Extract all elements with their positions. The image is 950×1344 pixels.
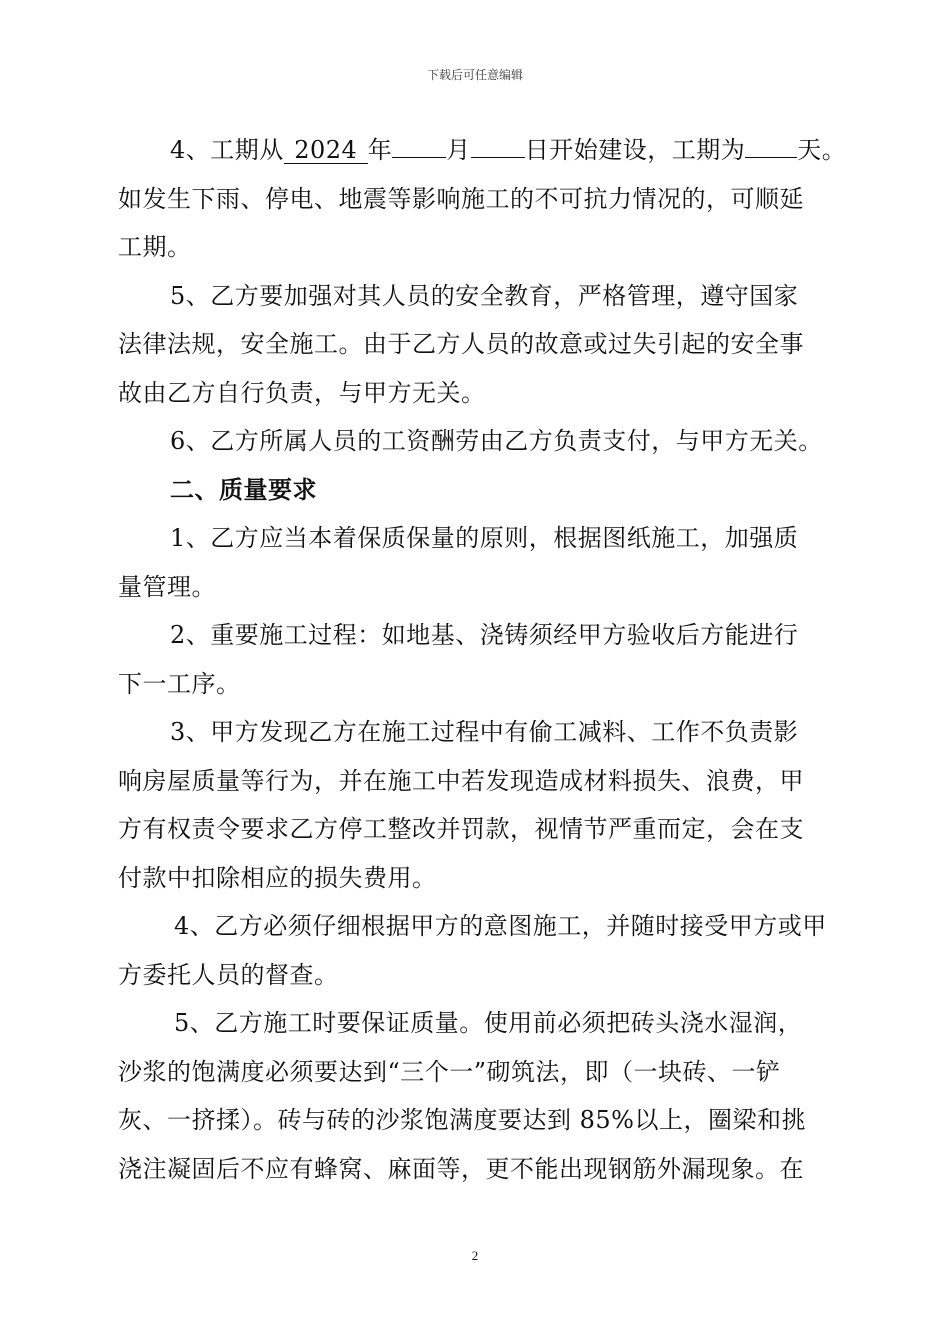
section-2-title: 二、质量要求 (170, 475, 317, 504)
quality-3-line-1: 3、甲方发现乙方在施工过程中有偷工减料、工作不负责影 (170, 718, 799, 746)
quality-3-line-3: 方有权责令要求乙方停工整改并罚款，视情节严重而定，会在支 (118, 815, 804, 843)
quality-3-line-4: 付款中扣除相应的损失费用。 (118, 863, 437, 892)
clause-5-line-1: 5、乙方要加强对其人员的安全教育，严格管理，遵守国家 (170, 281, 799, 310)
clause-5-line-2: 法律法规，安全施工。由于乙方人员的故意或过失引起的安全事 (118, 330, 804, 358)
day-blank (471, 157, 525, 158)
document-body (118, 126, 847, 1193)
year-unit: 年 (367, 136, 393, 164)
clause-4-line-1 (118, 126, 847, 175)
quality-2-line-2: 下一工序。 (118, 669, 241, 698)
duration-blank (745, 157, 797, 158)
clause-4-prefix: 4、工期从 (170, 136, 284, 164)
quality-4-line-1: 4、乙方必须仔细根据甲方的意图施工，并随时接受甲方或甲 (174, 912, 827, 940)
quality-5-line-4: 浇注凝固后不应有蜂窝、麻面等，更不能出现钢筋外漏现象。在 (118, 1154, 804, 1183)
quality-4-line-2: 方委托人员的督查。 (118, 960, 339, 989)
month-unit: 月 (446, 136, 471, 164)
clause-4-line-2: 如发生下雨、停电、地震等影响施工的不可抗力情况的，可顺延 (118, 184, 804, 213)
duration-unit: 天。 (797, 136, 847, 164)
quality-5-line-2: 沙浆的饱满度必须要达到“三个一”砌筑法，即（一块砖、一铲 (118, 1057, 781, 1086)
clause-5-line-3: 故由乙方自行负责，与甲方无关。 (118, 378, 486, 407)
quality-5-line-3: 灰、一挤揉）。砖与砖的沙浆饱满度要达到 85%以上，圈梁和挑 (118, 1106, 806, 1134)
quality-3-line-2: 响房屋质量等行为，并在施工中若发现造成材料损失、浪费，甲 (118, 766, 804, 795)
page-header: 下载后可任意编辑 (426, 68, 523, 82)
quality-2-line-1: 2、重要施工过程：如地基、浇铸须经甲方验收后方能进行 (170, 621, 799, 649)
quality-1-line-1: 1、乙方应当本着保质保量的原则，根据图纸施工，加强质 (170, 524, 799, 552)
page-number: 2 (471, 1248, 479, 1263)
month-blank (392, 157, 446, 158)
year-blank: 2024 (284, 137, 368, 164)
day-unit: 日开始建设，工期为 (524, 136, 746, 164)
clause-4-line-3: 工期。 (118, 233, 192, 261)
quality-1-line-2: 量管理。 (118, 572, 216, 601)
quality-5-line-1: 5、乙方施工时要保证质量。使用前必须把砖头浇水湿润， (174, 1009, 803, 1037)
clause-6-line-1: 6、乙方所属人员的工资酬劳由乙方负责支付，与甲方无关。 (170, 427, 823, 455)
